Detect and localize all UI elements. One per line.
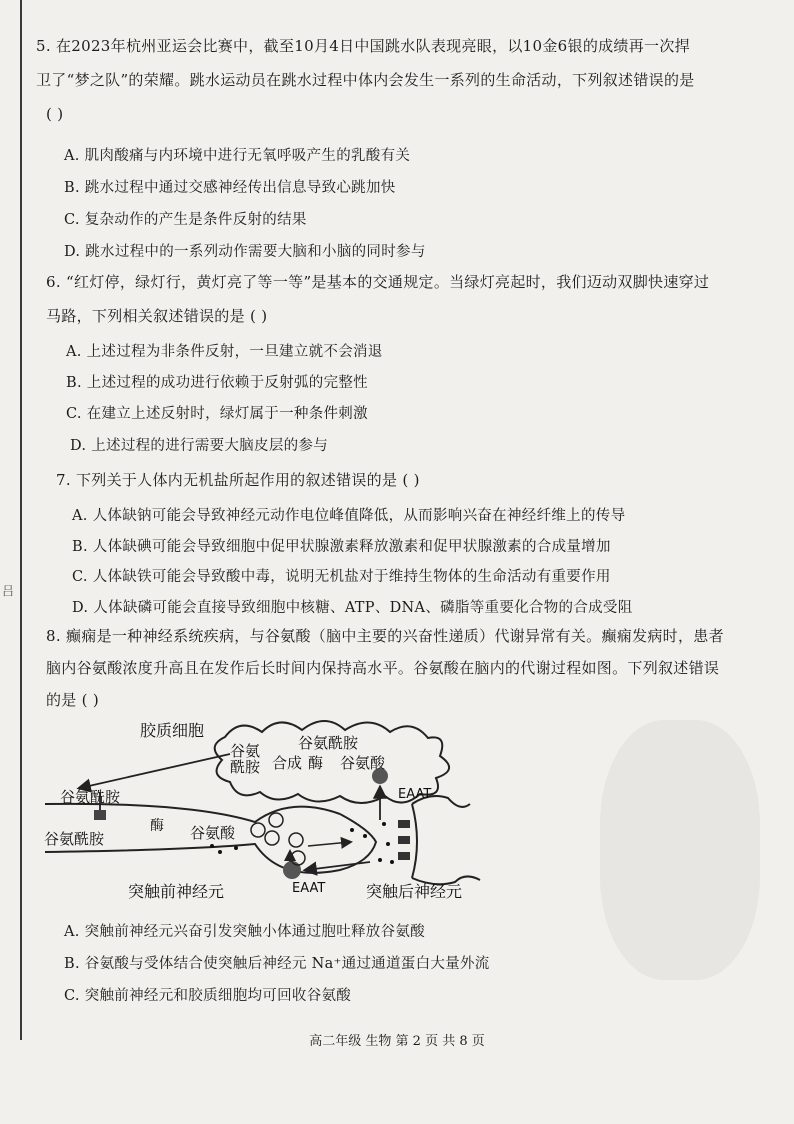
glutamate-dot — [378, 858, 382, 862]
vesicle-1 — [251, 823, 265, 837]
q5-stem-line-2: 卫了“梦之队”的荣耀。跳水运动员在跳水过程中体内会发生一系列的生命活动，下列叙述错误的是 — [36, 71, 695, 89]
label-glu-axon: 谷氨酸 — [190, 824, 236, 842]
label-glu-glia: 谷氨酸 — [340, 754, 386, 772]
label-glia: 胶质细胞 — [140, 721, 205, 740]
q6-option-c: C. 在建立上述反射时，绿灯属于一种条件刺激 — [66, 406, 368, 422]
presynaptic-axon-top — [45, 804, 340, 822]
q8-option-a: A. 突触前神经元兴奋引发突触小体通过胞吐释放谷氨酸 — [64, 924, 425, 940]
q7-option-d: D. 人体缺磷可能会直接导致细胞中核糖、ATP、DNA、磷脂等重要化合物的合成受阻 — [72, 600, 633, 616]
receptor-1 — [398, 820, 410, 828]
scan-smudge — [600, 720, 760, 980]
receptor-2 — [398, 836, 410, 844]
q7-option-b: B. 人体缺碘可能会导致细胞中促甲状腺激素释放激素和促甲状腺激素的合成量增加 — [72, 539, 611, 555]
q6-option-d: D. 上述过程的进行需要大脑皮层的参与 — [70, 438, 329, 454]
label-gln-glia-2: 谷氨 — [230, 742, 261, 760]
vesicle-2 — [269, 813, 283, 827]
q8-option-c: C. 突触前神经元和胶质细胞均可回收谷氨酸 — [64, 988, 352, 1004]
glutamate-dot — [386, 842, 390, 846]
postsynaptic-membrane — [412, 804, 417, 878]
q5-option-a: A. 肌肉酸痛与内环境中进行无氧呼吸产生的乳酸有关 — [64, 148, 411, 164]
receptor-3 — [398, 852, 410, 860]
q6-stem-line-2: 马路，下列相关叙述错误的是 ( ) — [46, 307, 268, 325]
q7-option-a: A. 人体缺钠可能会导致神经元动作电位峰值降低，从而影响兴奋在神经纤维上的传导 — [72, 508, 626, 524]
label-eaat-bottom: EAAT — [292, 881, 326, 896]
glutamate-dot — [350, 828, 354, 832]
glutamate-metabolism-diagram — [40, 712, 540, 912]
eaat-pre-transporter — [283, 861, 301, 879]
glutamate-dot — [234, 846, 238, 850]
q5-option-d: D. 跳水过程中的一系列动作需要大脑和小脑的同时参与 — [64, 244, 426, 260]
label-enzyme: 酶 — [150, 818, 164, 834]
label-post-neuron: 突触后神经元 — [366, 882, 463, 901]
binding-margin-line — [20, 0, 22, 1040]
label-gln-axon: 谷氨酰胺 — [44, 830, 105, 848]
q6-option-a: A. 上述过程为非条件反射，一旦建立就不会消退 — [66, 344, 383, 360]
glutamate-dot — [210, 844, 214, 848]
q8-stem-line-3: 的是 ( ) — [46, 691, 100, 709]
arrow-glia-to-gln — [80, 754, 230, 788]
glutamate-dot — [218, 850, 222, 854]
q5-option-c: C. 复杂动作的产生是条件反射的结果 — [64, 212, 307, 228]
label-eaat-top: EAAT — [398, 787, 432, 802]
label-gln-glia-3: 酰胺 — [230, 758, 261, 776]
label-pre-neuron: 突触前神经元 — [128, 882, 225, 901]
glutamate-dot — [390, 860, 394, 864]
q6-option-b: B. 上述过程的成功进行依赖于反射弧的完整性 — [66, 375, 368, 391]
q5-answer-blank: ( ) — [46, 105, 64, 123]
side-mark: 吕 — [2, 584, 15, 598]
arrow-cleft-to-pre — [306, 862, 370, 870]
label-synthase-2: 酶 — [308, 754, 324, 772]
q5-option-b: B. 跳水过程中通过交感神经传出信息导致心跳加快 — [64, 180, 396, 196]
gln-transporter — [94, 810, 106, 820]
vesicle-3 — [265, 831, 279, 845]
arrow-vesicle-release — [308, 842, 350, 846]
label-gln-glia: 谷氨酰胺 — [298, 734, 359, 752]
q8-stem-line-2: 脑内谷氨酸浓度升高且在发作后长时间内保持高水平。谷氨酸在脑内的代谢过程如图。下列叙述错误 — [46, 659, 720, 677]
q8-option-b: B. 谷氨酸与受体结合使突触后神经元 Na⁺通过通道蛋白大量外流 — [64, 956, 490, 972]
label-synthase-1: 合成 — [272, 754, 303, 772]
glutamate-dot — [382, 822, 386, 826]
q7-option-c: C. 人体缺铁可能会导致酸中毒，说明无机盐对于维持生物体的生命活动有重要作用 — [72, 569, 611, 585]
page-footer: 高二年级 生物 第 2 页 共 8 页 — [309, 1034, 485, 1049]
vesicle-5 — [291, 851, 305, 865]
glutamate-dot — [363, 834, 367, 838]
q8-stem-line-1: 8. 癫痫是一种神经系统疾病，与谷氨酸（脑中主要的兴奋性递质）代谢异常有关。癫痫发病时，患者 — [46, 627, 724, 645]
vesicle-4 — [289, 833, 303, 847]
label-gln-left: 谷氨酰胺 — [60, 788, 121, 806]
q6-stem-line-1: 6. “红灯停，绿灯行，黄灯亮了等一等”是基本的交通规定。当绿灯亮起时，我们迈动双脚快速穿过 — [46, 273, 710, 291]
q7-stem: 7. 下列关于人体内无机盐所起作用的叙述错误的是 ( ) — [56, 471, 420, 489]
q5-stem-line-1: 5. 在2023年杭州亚运会比赛中，截至10月4日中国跳水队表现亮眼，以10金6银的成绩再一次捍 — [36, 37, 690, 55]
